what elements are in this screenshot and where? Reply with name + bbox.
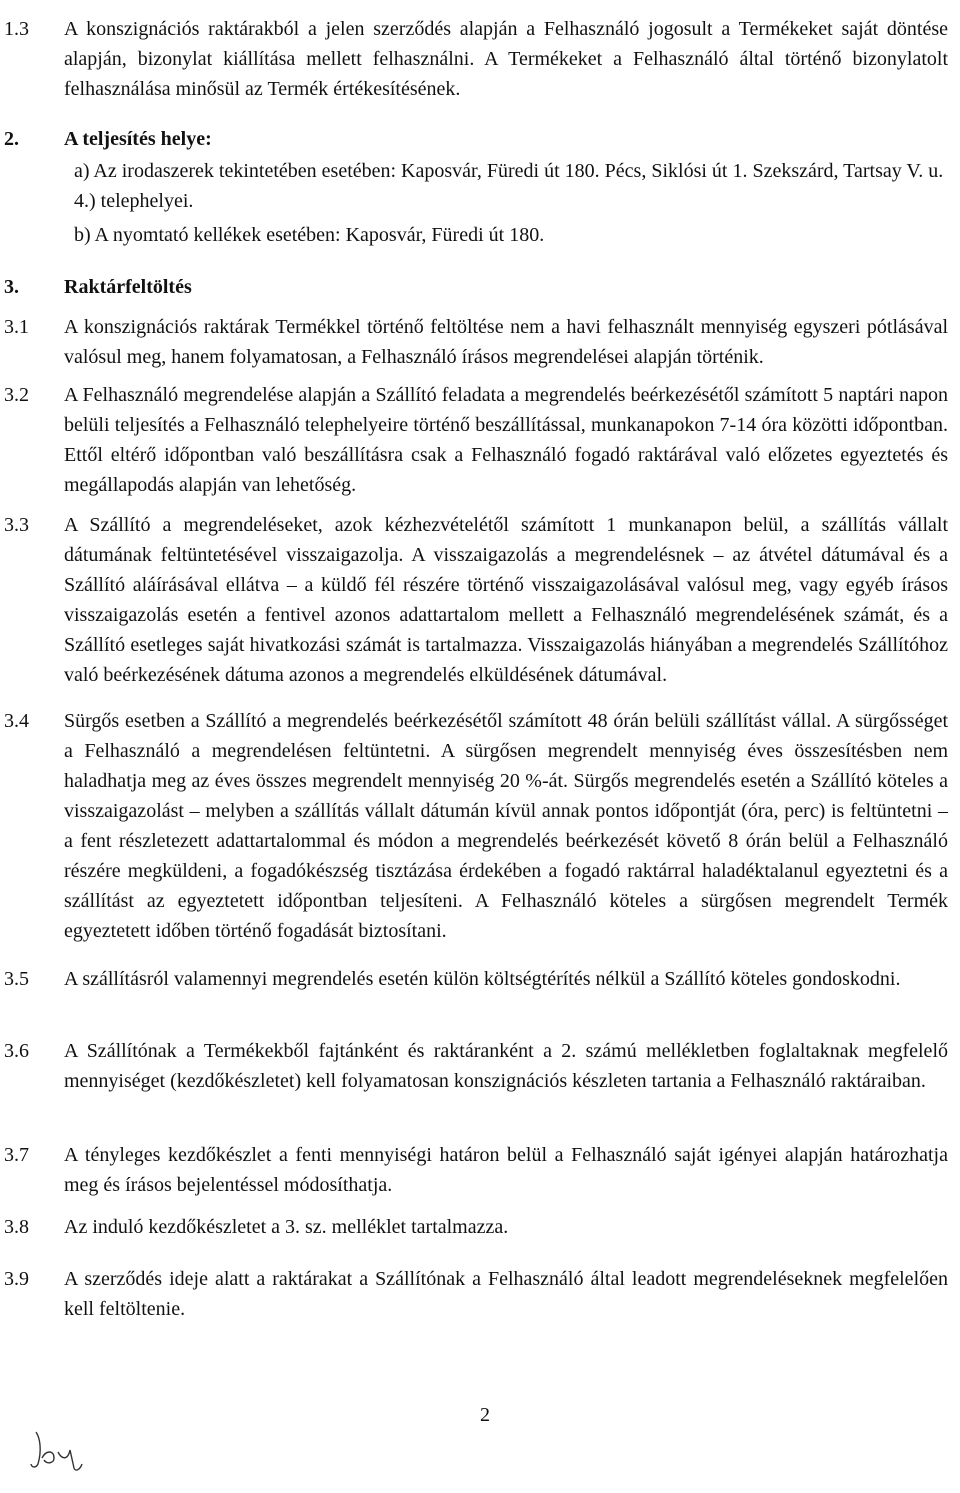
section-heading-2: A teljesítés helye: — [64, 128, 212, 150]
section-number: 2. — [4, 128, 19, 150]
section-number: 1.3 — [4, 18, 29, 40]
section-heading-3: Raktárfeltöltés — [64, 276, 192, 298]
paragraph-3-9: A szerződés ideje alatt a raktárakat a Szállítónak a Felhasználó által leadott megrendeléseknek megfelelően kell feltöltenie. — [64, 1268, 948, 1320]
signature-icon — [28, 1428, 98, 1472]
page-number: 2 — [480, 1404, 490, 1426]
section-number: 3.9 — [4, 1268, 29, 1290]
paragraph-3-6: A Szállítónak a Termékekből fajtánként és raktáranként a 2. számú mellékletben foglaltaknak megfelelő mennyiséget (kezdőkészletet) kell folyamatosan konszignációs készleten tartania a Felhasználó raktáraiban. — [64, 1040, 948, 1092]
paragraph-3-8: Az induló kezdőkészletet a 3. sz. melléklet tartalmazza. — [64, 1216, 509, 1238]
section-number: 3.7 — [4, 1144, 29, 1166]
section-number: 3.3 — [4, 514, 29, 536]
paragraph-3-5: A szállításról valamennyi megrendelés esetén külön költségtérítés nélkül a Szállító köteles gondoskodni. — [64, 968, 901, 990]
paragraph-1-3: A konszignációs raktárakból a jelen szerződés alapján a Felhasználó jogosult a Termékeket saját döntése alapján, bizonylat kiállítása mellett felhasználni. A Termékeket a Felhasználó által történő bizonylatolt felhasználása minősül az Termék értékesítésének. — [64, 18, 948, 100]
section-number: 3.2 — [4, 384, 29, 406]
section-number: 3.8 — [4, 1216, 29, 1238]
paragraph-2a: a) Az irodaszerek tekintetében esetében: Kaposvár, Füredi út 180. Pécs, Siklósi út 1. Szekszárd, Tartsay V. u. 4.) telephelyei. — [74, 160, 944, 212]
section-number: 3.6 — [4, 1040, 29, 1062]
paragraph-3-3: A Szállító a megrendeléseket, azok kézhezvételétől számított 1 munkanapon belül, a szállítás vállalt dátumának feltüntetésével visszaigazolja. A visszaigazolás a megrendelésnek – az átvétel dátumával és a Szállító aláírásával ellátva – a küldő fél részére történő visszaigazolásával valósul meg, vagy egyéb írásos visszaigazolás esetén a fentivel azonos adattartalom mellett a Felhasználó megrendelésének számát, és a Szállító esetleges saját hivatkozási számát is tartalmazza. Visszaigazolás hiányában a megrendelés Szállítóhoz való beérkezésének dátuma azonos a megrendelés elküldésének dátumával. — [64, 514, 948, 686]
paragraph-3-7: A tényleges kezdőkészlet a fenti mennyiségi határon belül a Felhasználó saját igényei alapján határozhatja meg és írásos bejelentéssel módosíthatja. — [64, 1144, 948, 1196]
paragraph-3-4: Sürgős esetben a Szállító a megrendelés beérkezésétől számított 48 órán belüli szállítást vállal. A sürgősséget a Felhasználó a megrendelésen feltüntetni. A sürgősen megrendelt mennyiség éves összesítésben nem haladhatja meg az éves összes megrendelt mennyiség 20 %-át. Sürgős megrendelés esetén a Szállító köteles a visszaigazolást – melyben a szállítás vállalt dátumán kívül annak pontos időpontját (óra, perc) is feltüntetni – a fent részletezett adattartalommal és módon a megrendelés beérkezését követő 8 órán belül a Felhasználó részére megküldeni, a fogadókészség tisztázása érdekében a fogadó raktárral haladéktalanul egyeztetni és a szállítást az egyeztetett időpontban teljesíteni. A Felhasználó köteles a sürgősen megrendelt Termék egyeztetett időben történő fogadását biztosítani. — [64, 710, 948, 942]
paragraph-2b: b) A nyomtató kellékek esetében: Kaposvár, Füredi út 180. — [74, 224, 545, 246]
section-number: 3.1 — [4, 316, 29, 338]
section-number: 3. — [4, 276, 19, 298]
section-number: 3.5 — [4, 968, 29, 990]
paragraph-3-2: A Felhasználó megrendelése alapján a Szállító feladata a megrendelés beérkezésétől számított 5 naptári napon belüli teljesítés a Felhasználó telephelyeire történő beszállítással, munkanapokon 7-14 óra közötti időpontban. Ettől eltérő időpontban való beszállításra csak a Felhasználó fogadó raktárával való előzetes egyeztetés és megállapodás alapján van lehetőség. — [64, 384, 948, 496]
section-number: 3.4 — [4, 710, 29, 732]
paragraph-3-1: A konszignációs raktárak Termékkel történő feltöltése nem a havi felhasznált mennyiség egyszeri pótlásával valósul meg, hanem folyamatosan, a Felhasználó írásos megrendelései alapján történik. — [64, 316, 948, 368]
